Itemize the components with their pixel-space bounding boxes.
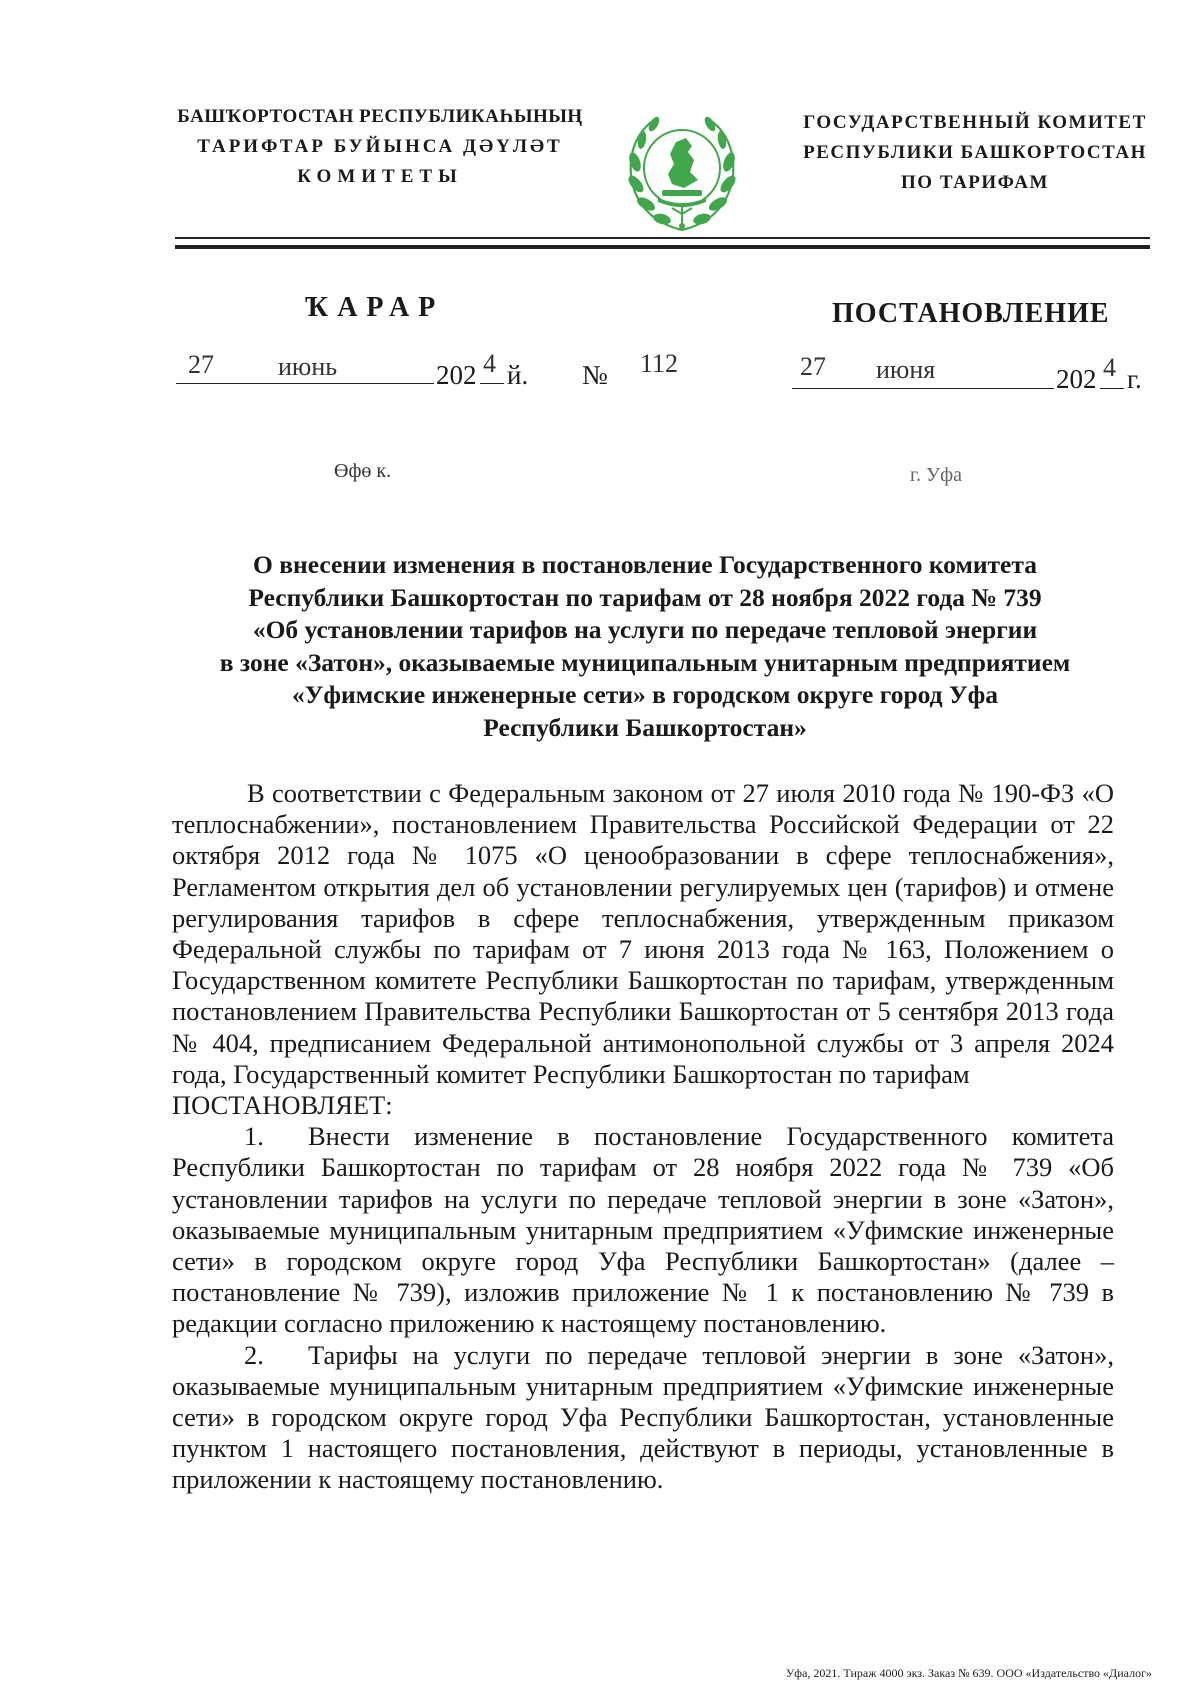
city-right: г. Уфа [910, 464, 962, 486]
date-left-suffix: й. [507, 360, 529, 390]
header-divider-thin [175, 237, 1150, 239]
heading-right: ПОСТАНОВЛЕНИЕ [832, 298, 1110, 329]
title-line: Республики Башкортостан по тарифам от 28 ноября 2022 года № 739 [248, 582, 1042, 612]
date-left-day: 27 [188, 350, 214, 379]
header-left-line: ТАРИФТАР БУЙЫНСА ДӘҮЛӘТ [197, 136, 563, 157]
title-line: О внесении изменения в постановление Государственного комитета [253, 550, 1037, 579]
item-1-number: 1. [244, 1121, 264, 1152]
title-line: Республики Башкортостан» [483, 712, 807, 742]
date-left-year-digit: 4 [483, 349, 496, 378]
date-right-underline [792, 388, 1054, 389]
date-left-year-underline [480, 383, 504, 384]
print-imprint: Уфа, 2021. Тираж 4000 экз. Заказ № 639. ООО «Издательство «Диалог» [785, 1666, 1152, 1680]
date-right-year-digit: 4 [1103, 353, 1116, 382]
date-right-month: июня [876, 355, 936, 384]
number-sign: № [582, 360, 608, 390]
city-left: Өфө к. [334, 460, 392, 482]
header-right-line: ПО ТАРИФАМ [901, 172, 1049, 193]
decree-word: ПОСТАНОВЛЯЕТ: [172, 1090, 393, 1121]
header-left-line: КОМИТЕТЫ [297, 166, 463, 187]
date-left-month: июнь [278, 352, 338, 381]
date-left-underline [176, 383, 434, 384]
title-line: в зоне «Затон», оказываемые муниципальным унитарным предприятием [219, 647, 1071, 677]
heading-left: ҠАРАР [305, 292, 445, 323]
header-left-line: БАШҠОРТОСТАН РЕСПУБЛИКАҺЫНЫҢ [177, 106, 583, 127]
item-2 [172, 1340, 1114, 1496]
item-1 [172, 1121, 1114, 1339]
date-right-day: 27 [800, 352, 826, 381]
date-left-year-prefix: 202 [436, 360, 477, 390]
header-right-line: РЕСПУБЛИКИ БАШКОРТОСТАН [803, 142, 1147, 163]
header-right-line: ГОСУДАРСТВЕННЫЙ КОМИТЕТ [803, 112, 1147, 133]
date-right-year-prefix: 202 [1056, 364, 1097, 394]
preamble-paragraph: В соответствии с Федеральным законом от 27 июля 2010 года № 190-ФЗ «О теплоснабжении», постановлением Правительства Российской Федерации от 22 октября 2012 года № 1075 «О ценообразовании в сфере теплоснабжения», Регламентом открытия дел об установлении регулируемых цен (тарифов) и отмене регулирования тарифов в сфере теплоснабжения, утвержденным приказом Федеральной службы по тарифам от 7 июня 2013 года № 163, Положением о Государственном комитете Республики Башкортостан по тарифам, утвержденным постановлением Правительства Республики Башкортостан от 5 сентября 2013 года № 404, предписанием Федеральной антимонопольной службы от 3 апреля 2024 года, Государственный комитет Республики Башкортостан по тарифам [172, 778, 1114, 1089]
date-right-year-underline [1100, 388, 1124, 389]
number-value: 112 [640, 349, 679, 378]
header-right-org-name [780, 108, 1170, 198]
title-line: «Об установлении тарифов на услуги по передаче тепловой энергии [252, 615, 1038, 644]
document-body [172, 778, 1114, 1496]
item-2-text: Тарифы на услуги по передаче тепловой энергии в зоне «Затон», оказываемые муниципальным унитарным предприятием «Уфимские инженерные сети» в городском округе город Уфа Республики Башкортостан, установленные пунктом 1 настоящего постановления, действуют в периоды, установленные в приложении к настоящему постановлению. [172, 1339, 1114, 1495]
header-left-org-name [150, 102, 610, 192]
item-2-number: 2. [244, 1339, 264, 1370]
date-right-suffix: г. [1127, 364, 1142, 394]
header-divider-thick [175, 245, 1150, 249]
coat-of-arms-icon [618, 102, 746, 238]
document-title [165, 549, 1125, 744]
item-1-text: Внести изменение в постановление Государственного комитета Республики Башкортостан по тарифам от 28 ноября 2022 года № 739 «Об установлении тарифов на услуги по передаче тепловой энергии в зоне «Затон», оказываемые муниципальным унитарным предприятием «Уфимские инженерные сети» в городском округе город Уфа Республики Башкортостан» (далее – постановление № 739), изложив приложение № 1 к постановлению № 739 в редакции согласно приложению к настоящему постановлению. [172, 1121, 1114, 1339]
title-line: «Уфимские инженерные сети» в городском округе город Уфа [291, 680, 999, 709]
